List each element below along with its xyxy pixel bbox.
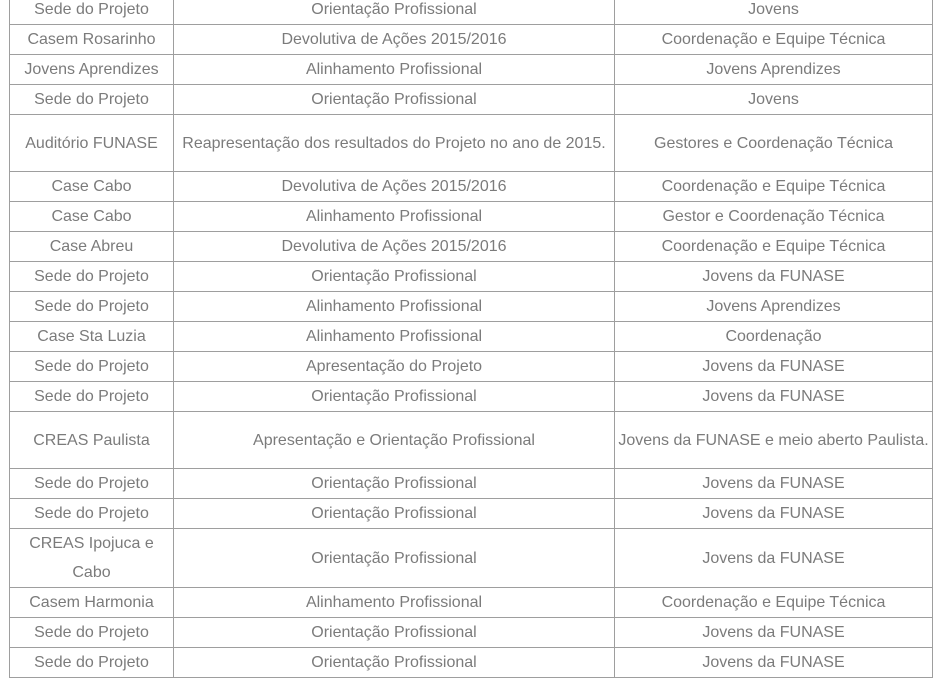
cell-atividade: Apresentação e Orientação Profissional — [174, 412, 615, 469]
table-row — [10, 0, 933, 25]
cell-atividade: Apresentação do Projeto — [174, 352, 615, 382]
table-row — [10, 172, 933, 202]
table-row — [10, 262, 933, 292]
cell-local: Jovens Aprendizes — [10, 55, 174, 85]
cell-publico: Jovens Aprendizes — [615, 292, 933, 322]
cell-atividade: Devolutiva de Ações 2015/2016 — [174, 25, 615, 55]
cell-atividade: Alinhamento Profissional — [174, 55, 615, 85]
cell-atividade: Reapresentação dos resultados do Projeto no ano de 2015. — [174, 115, 615, 172]
activities-table-container — [9, 0, 932, 678]
cell-local: CREAS Ipojuca e Cabo — [10, 529, 174, 588]
cell-publico: Jovens — [615, 85, 933, 115]
cell-atividade: Alinhamento Profissional — [174, 588, 615, 618]
table-row — [10, 588, 933, 618]
cell-atividade: Orientação Profissional — [174, 499, 615, 529]
table-row — [10, 529, 933, 588]
cell-publico: Jovens da FUNASE — [615, 529, 933, 588]
activities-table — [9, 0, 933, 678]
table-row — [10, 232, 933, 262]
cell-publico: Coordenação e Equipe Técnica — [615, 25, 933, 55]
cell-atividade: Orientação Profissional — [174, 262, 615, 292]
cell-atividade: Orientação Profissional — [174, 648, 615, 678]
cell-atividade: Alinhamento Profissional — [174, 322, 615, 352]
table-row — [10, 322, 933, 352]
cell-atividade: Orientação Profissional — [174, 85, 615, 115]
cell-atividade: Orientação Profissional — [174, 382, 615, 412]
table-row — [10, 352, 933, 382]
cell-local: Auditório FUNASE — [10, 115, 174, 172]
cell-publico: Coordenação e Equipe Técnica — [615, 232, 933, 262]
cell-publico: Coordenação e Equipe Técnica — [615, 172, 933, 202]
cell-local: Case Cabo — [10, 172, 174, 202]
cell-atividade: Orientação Profissional — [174, 618, 615, 648]
cell-atividade: Alinhamento Profissional — [174, 202, 615, 232]
table-row — [10, 648, 933, 678]
cell-local: Sede do Projeto — [10, 352, 174, 382]
cell-local: Sede do Projeto — [10, 292, 174, 322]
cell-local: Case Sta Luzia — [10, 322, 174, 352]
cell-local: Case Abreu — [10, 232, 174, 262]
table-row — [10, 618, 933, 648]
cell-publico: Jovens da FUNASE — [615, 262, 933, 292]
cell-publico: Gestor e Coordenação Técnica — [615, 202, 933, 232]
cell-local: Sede do Projeto — [10, 618, 174, 648]
table-row — [10, 412, 933, 469]
cell-local: Sede do Projeto — [10, 85, 174, 115]
table-body — [10, 0, 933, 678]
table-row — [10, 115, 933, 172]
table-row — [10, 55, 933, 85]
cell-publico: Jovens da FUNASE e meio aberto Paulista. — [615, 412, 933, 469]
cell-publico: Jovens — [615, 0, 933, 25]
table-row — [10, 469, 933, 499]
cell-atividade: Alinhamento Profissional — [174, 292, 615, 322]
cell-atividade: Orientação Profissional — [174, 529, 615, 588]
cell-local: Sede do Projeto — [10, 262, 174, 292]
table-row — [10, 292, 933, 322]
cell-publico: Coordenação — [615, 322, 933, 352]
cell-local: Sede do Projeto — [10, 0, 174, 25]
table-row — [10, 499, 933, 529]
table-row — [10, 25, 933, 55]
cell-atividade: Devolutiva de Ações 2015/2016 — [174, 232, 615, 262]
cell-atividade: Orientação Profissional — [174, 469, 615, 499]
cell-publico: Jovens Aprendizes — [615, 55, 933, 85]
cell-publico: Jovens da FUNASE — [615, 382, 933, 412]
cell-local: Sede do Projeto — [10, 648, 174, 678]
cell-publico: Jovens da FUNASE — [615, 618, 933, 648]
cell-local: Sede do Projeto — [10, 382, 174, 412]
table-row — [10, 85, 933, 115]
cell-publico: Jovens da FUNASE — [615, 352, 933, 382]
cell-atividade: Devolutiva de Ações 2015/2016 — [174, 172, 615, 202]
cell-local: CREAS Paulista — [10, 412, 174, 469]
cell-local: Sede do Projeto — [10, 499, 174, 529]
cell-local: Case Cabo — [10, 202, 174, 232]
cell-local: Casem Harmonia — [10, 588, 174, 618]
cell-publico: Coordenação e Equipe Técnica — [615, 588, 933, 618]
cell-publico: Jovens da FUNASE — [615, 469, 933, 499]
cell-local: Casem Rosarinho — [10, 25, 174, 55]
cell-local: Sede do Projeto — [10, 469, 174, 499]
cell-publico: Jovens da FUNASE — [615, 648, 933, 678]
table-row — [10, 382, 933, 412]
cell-publico: Jovens da FUNASE — [615, 499, 933, 529]
cell-publico: Gestores e Coordenação Técnica — [615, 115, 933, 172]
cell-atividade: Orientação Profissional — [174, 0, 615, 25]
table-row — [10, 202, 933, 232]
